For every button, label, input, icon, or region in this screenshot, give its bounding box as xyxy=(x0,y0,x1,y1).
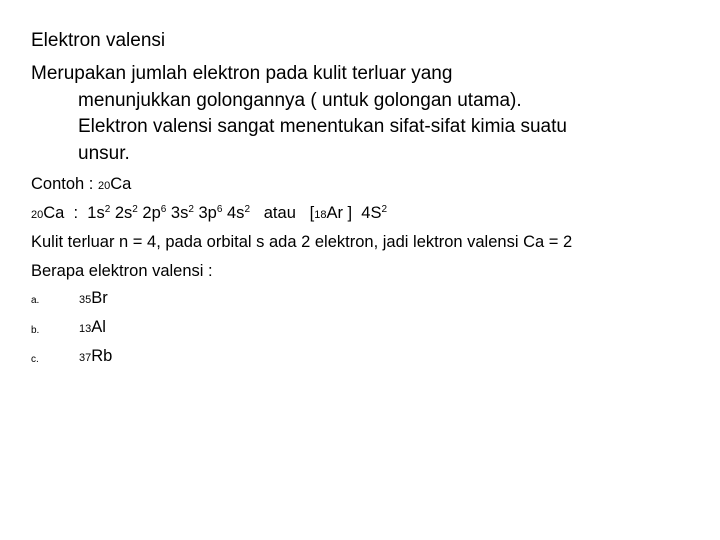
definition-line-3: Elektron valensi sangat menentukan sifat-sifat kimia suatu xyxy=(78,116,567,137)
orbital-2s-exp: 2 xyxy=(132,204,138,215)
orbital-3p-exp: 6 xyxy=(216,204,223,215)
list-item-c xyxy=(79,347,112,366)
orbital-2s: 2s xyxy=(110,204,133,222)
argon-core-exp: 2 xyxy=(381,204,388,215)
example-atomic-number: 20 xyxy=(97,180,111,192)
orbital-2p: 2p xyxy=(137,204,161,222)
argon-core: Ar ] 4S xyxy=(326,204,382,222)
item-c-symbol: Rb xyxy=(91,347,113,365)
orbital-3p: 3p xyxy=(193,204,217,222)
list-letter-b: b. xyxy=(31,325,40,336)
config-symbol: Ca xyxy=(43,204,65,222)
question-line: Berapa elektron valensi : xyxy=(31,262,213,280)
example-symbol: Ca xyxy=(110,175,132,193)
orbital-3s: 3s xyxy=(166,204,189,222)
orbital-1s-exp: 2 xyxy=(104,204,111,215)
electron-config-line xyxy=(31,202,387,227)
list-letter-c: c. xyxy=(31,354,39,365)
list-item-a xyxy=(79,289,108,308)
item-c-number: 37 xyxy=(79,352,92,364)
slide-title: Elektron valensi xyxy=(31,30,166,51)
item-a-symbol: Br xyxy=(91,289,108,307)
config-colon: : xyxy=(64,204,88,222)
orbital-4s: 4s xyxy=(222,204,245,222)
outer-shell-line: Kulit terluar n = 4, pada orbital s ada 2 elektron, jadi lektron valensi Ca = 2 xyxy=(31,233,573,251)
orbital-1s: 1s xyxy=(87,204,105,222)
list-letter-a: a. xyxy=(31,295,40,306)
example-line xyxy=(31,173,131,197)
definition-line-2: menunjukkan golongannya ( untuk golongan utama). xyxy=(78,89,522,111)
item-a-number: 35 xyxy=(79,294,92,306)
orbital-3s-exp: 2 xyxy=(188,204,194,215)
list-item-b xyxy=(79,318,106,337)
config-atomic-number: 20 xyxy=(31,209,44,221)
definition-line-4: unsur. xyxy=(78,142,130,164)
config-atau: atau [ xyxy=(250,204,315,222)
item-b-number: 13 xyxy=(79,323,92,335)
orbital-4s-exp: 2 xyxy=(244,204,250,215)
definition-line-1: Merupakan jumlah elektron pada kulit terluar yang xyxy=(31,63,453,84)
orbital-2p-exp: 6 xyxy=(160,204,167,215)
definition-paragraph xyxy=(31,61,671,167)
argon-atomic-number: 18 xyxy=(314,209,327,221)
example-label: Contoh : xyxy=(31,175,98,193)
item-b-symbol: Al xyxy=(91,318,106,336)
